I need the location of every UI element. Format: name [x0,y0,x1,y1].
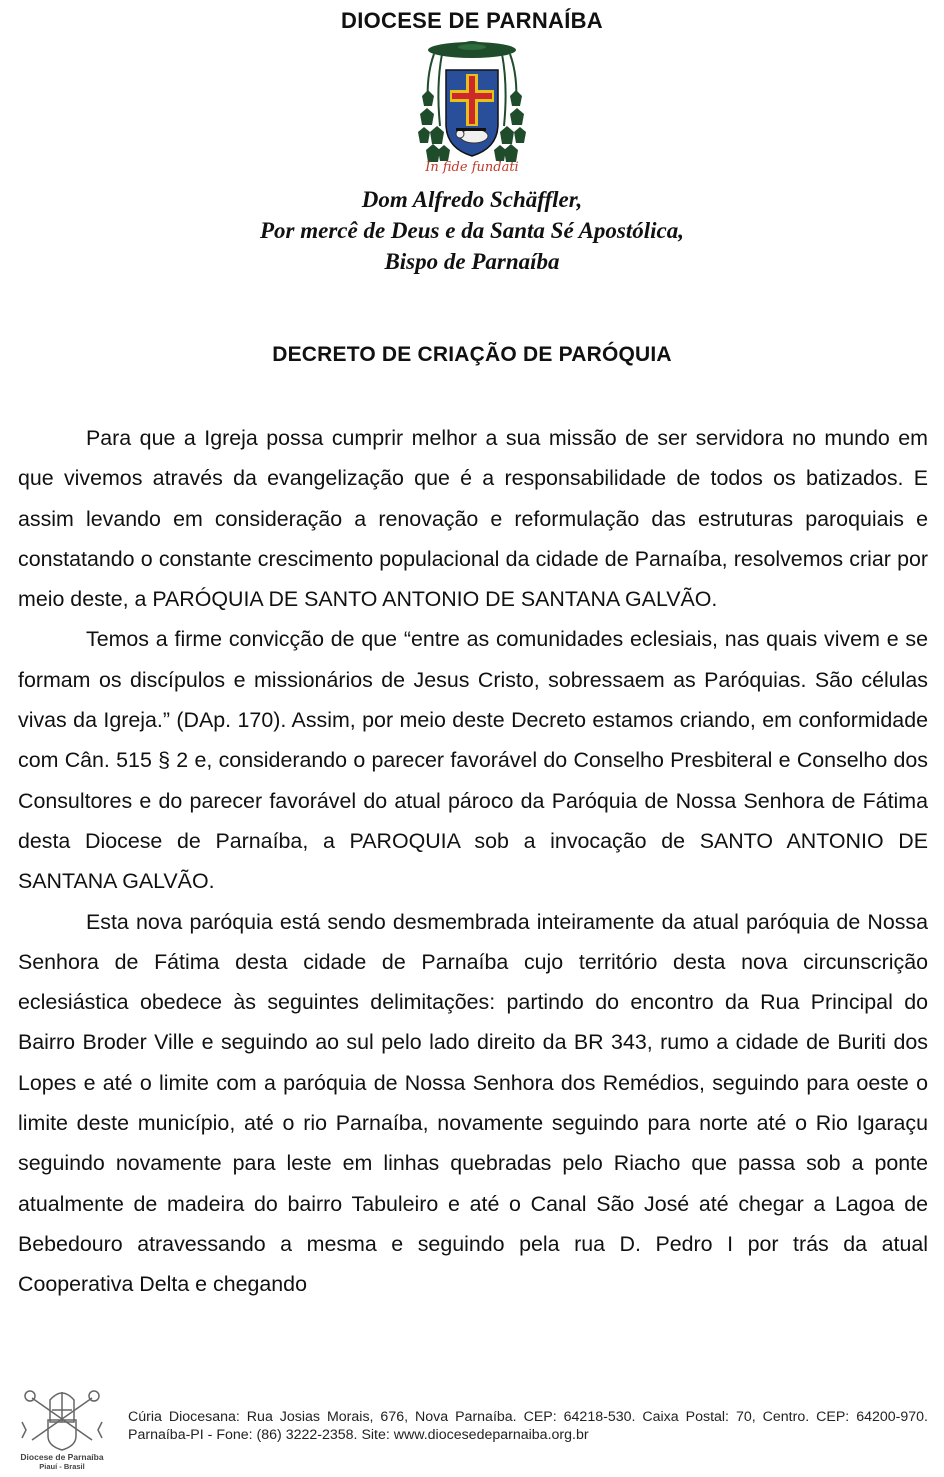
paragraph: Temos a firme convicção de que “entre as comunidades eclesiais, nas quais vivem e se formam os discípulos e missionários de Jesus Cristo, sobressaem as Paróquias. São células vivas da Igreja.” (DAp. 170). Assim, por meio deste Decreto estamos criando, em conformidade com Cân. 515 § 2 e, considerando o parecer favorável do Conselho Presbiteral e Conselho dos Consultores e do parecer favorável do atual pároco da Paróquia de Nossa Senhora de Fátima desta Diocese de Parnaíba, a PAROQUIA sob a invocação de SANTO ANTONIO DE SANTANA GALVÃO. [18,627,928,894]
bishop-title-line: Por mercê de Deus e da Santa Sé Apostólica, [260,218,684,243]
logo-line-1: Diocese de Parnaíba [20,1452,104,1462]
logo-line-2: Piauí - Brasil [39,1462,85,1470]
bishop-name: Dom Alfredo Schäffler, [361,187,583,212]
decree-body [18,418,928,1305]
diocese-logo-icon [12,1382,112,1470]
decree-title: DECRETO DE CRIAÇÃO DE PARÓQUIA [272,343,672,366]
diocese-title: DIOCESE DE PARNAÍBA [341,8,603,33]
bishop-signature-block [0,184,944,277]
footer-address: Cúria Diocesana: Rua Josias Morais, 676, Nova Parnaíba. CEP: 64218-530. Caixa Postal: 70, Centro. CEP: 64200-970. Parnaíba-PI - Fone: (86) 3222-2358. Site: www.diocesedeparnaiba.org.br [128,1409,928,1443]
paragraph: Esta nova paróquia está sendo desmembrada inteiramente da atual paróquia de Nossa Senhora de Fátima desta cidade de Parnaíba cujo território desta nova circunscrição eclesiástica obedece às seguintes delimitações: partindo do encontro da Rua Principal do Bairro Broder Ville e seguindo ao sul pelo lado direito da BR 343, rumo a cidade de Buriti dos Lopes e até o limite com a paróquia de Nossa Senhora dos Remédios, seguindo para oeste o limite deste município, até o rio Parnaíba, novamente seguindo para norte até o Rio Igaraçu seguindo novamente para leste em linhas quebradas pelo Riacho que passa sob a ponte atualmente de madeira do bairro Tabuleiro e até o Canal São José até chegar a Lagoa de Bebedouro atravessando a mesma e seguindo pela rua D. Pedro I por trás da atual Cooperativa Delta e chegando [18,909,928,1297]
bishop-see-line: Bispo de Parnaíba [384,249,560,274]
motto: In fide fundati [425,160,519,175]
paragraph: Para que a Igreja possa cumprir melhor a sua missão de ser servidora no mundo em que vivemos através da evangelização que é a responsabilidade de todos os batizados. E assim levando em consideração a renovação e reformulação das estruturas paroquiais e constatando o constante crescimento populacional da cidade de Parnaíba, resolvemos criar por meio deste, a PARÓQUIA DE SANTO ANTONIO DE SANTANA GALVÃO. [18,426,928,612]
